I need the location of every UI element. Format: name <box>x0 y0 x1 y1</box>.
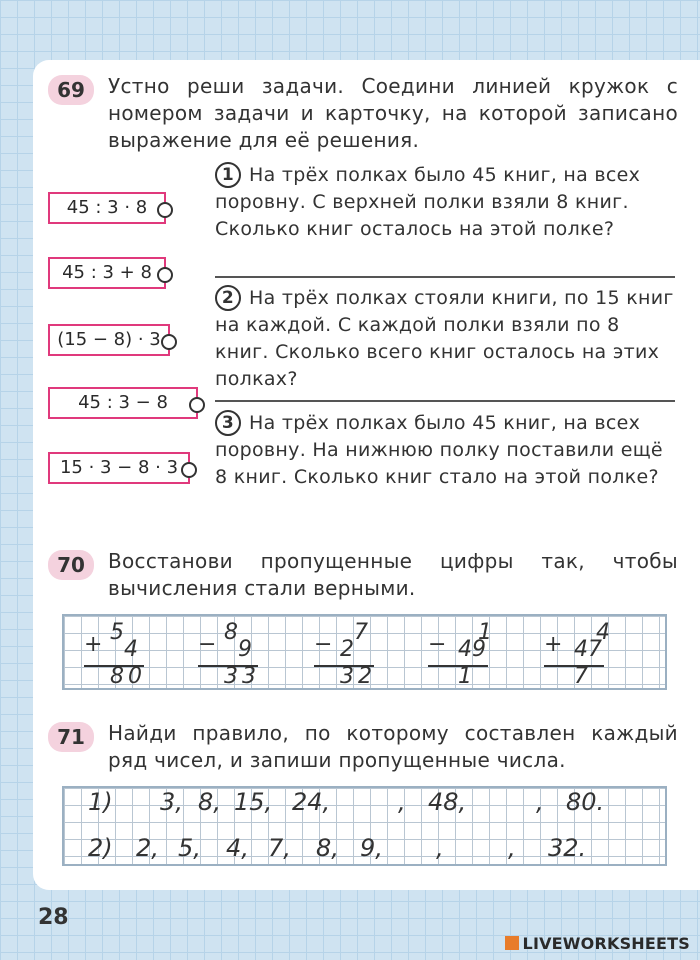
problem-1-circle[interactable]: 1 <box>215 162 241 188</box>
task-71-instruction: Найди правило, по которому составлен каждый ряд чисел, и запиши пропущенные числа. <box>108 721 678 772</box>
expression-card-3[interactable]: (15 − 8) · 3 <box>48 324 170 356</box>
problem-3-text: На трёх полках было 45 книг, на всех поровну. На нижнюю полку поставили ещё 8 книг. Сколько книг стало на этой полке? <box>215 412 663 488</box>
sequence-item: 8, <box>198 788 221 816</box>
liveworksheets-logo: LIVEWORKSHEETS <box>505 934 690 953</box>
divider <box>215 276 675 278</box>
problem-2-text: На трёх полках стояли книги, по 15 книг на каждой. С каждой полки взяли по 8 книг. Сколько всего книг осталось на этих полках? <box>215 287 674 390</box>
sequence-item: 3, <box>160 788 183 816</box>
problem-1-text: На трёх полках было 45 книг, на всех поровну. С верхней полки взяли 8 книг. Сколько книг осталось на этой полке? <box>215 164 641 240</box>
sequence-item: 48, <box>428 788 467 816</box>
sequence-blank[interactable]: , <box>436 834 444 862</box>
page-number: 28 <box>38 905 69 930</box>
row-label: 2) <box>88 834 113 862</box>
sequence-item: 7, <box>268 834 291 862</box>
sequence-item: 32. <box>548 834 587 862</box>
sequence-item: 4, <box>226 834 249 862</box>
sequence-blank[interactable]: , <box>536 788 544 816</box>
task-69-number: 69 <box>48 75 94 105</box>
sequence-item: 15, <box>234 788 273 816</box>
sequence-item: 5, <box>178 834 201 862</box>
problem-2 <box>215 285 675 393</box>
sequence-item: 24, <box>292 788 331 816</box>
expression-card-4[interactable]: 45 : 3 − 8 <box>48 387 198 419</box>
sequence-blank[interactable]: , <box>508 834 516 862</box>
sequence-blank[interactable]: , <box>398 788 406 816</box>
divider <box>215 400 675 402</box>
calc-2: − 8 9 33 <box>198 620 260 689</box>
row-label: 1) <box>88 788 113 816</box>
task-69-instruction: Устно реши задачи. Соедини линией кружок с номером задачи и карточку, на которой записано выражение для её решения. <box>108 74 678 152</box>
calc-3: − 7 2 32 <box>314 620 376 689</box>
logo-icon <box>505 936 519 950</box>
expression-card-2[interactable]: 45 : 3 + 8 <box>48 257 166 289</box>
sequence-item: 8, <box>316 834 339 862</box>
expression-card-1[interactable]: 45 : 3 · 8 <box>48 192 166 224</box>
problem-3 <box>215 410 675 491</box>
sequence-item: 80. <box>566 788 605 816</box>
calc-5: + 4 47 7 <box>544 620 610 689</box>
calc-4: − 1 49 1 <box>428 620 492 689</box>
calc-1: + 5 4 80 <box>84 620 146 689</box>
task-70-number: 70 <box>48 550 94 580</box>
task-70-instruction: Восстанови пропущенные цифры так, чтобы вычисления стали верными. <box>108 549 678 600</box>
sequence-item: 9, <box>360 834 383 862</box>
problem-3-circle[interactable]: 3 <box>215 410 241 436</box>
problem-2-circle[interactable]: 2 <box>215 285 241 311</box>
task-71-number: 71 <box>48 722 94 752</box>
sequence-item: 2, <box>136 834 159 862</box>
problem-1 <box>215 162 675 243</box>
expression-card-5[interactable]: 15 · 3 − 8 · 3 <box>48 452 190 484</box>
